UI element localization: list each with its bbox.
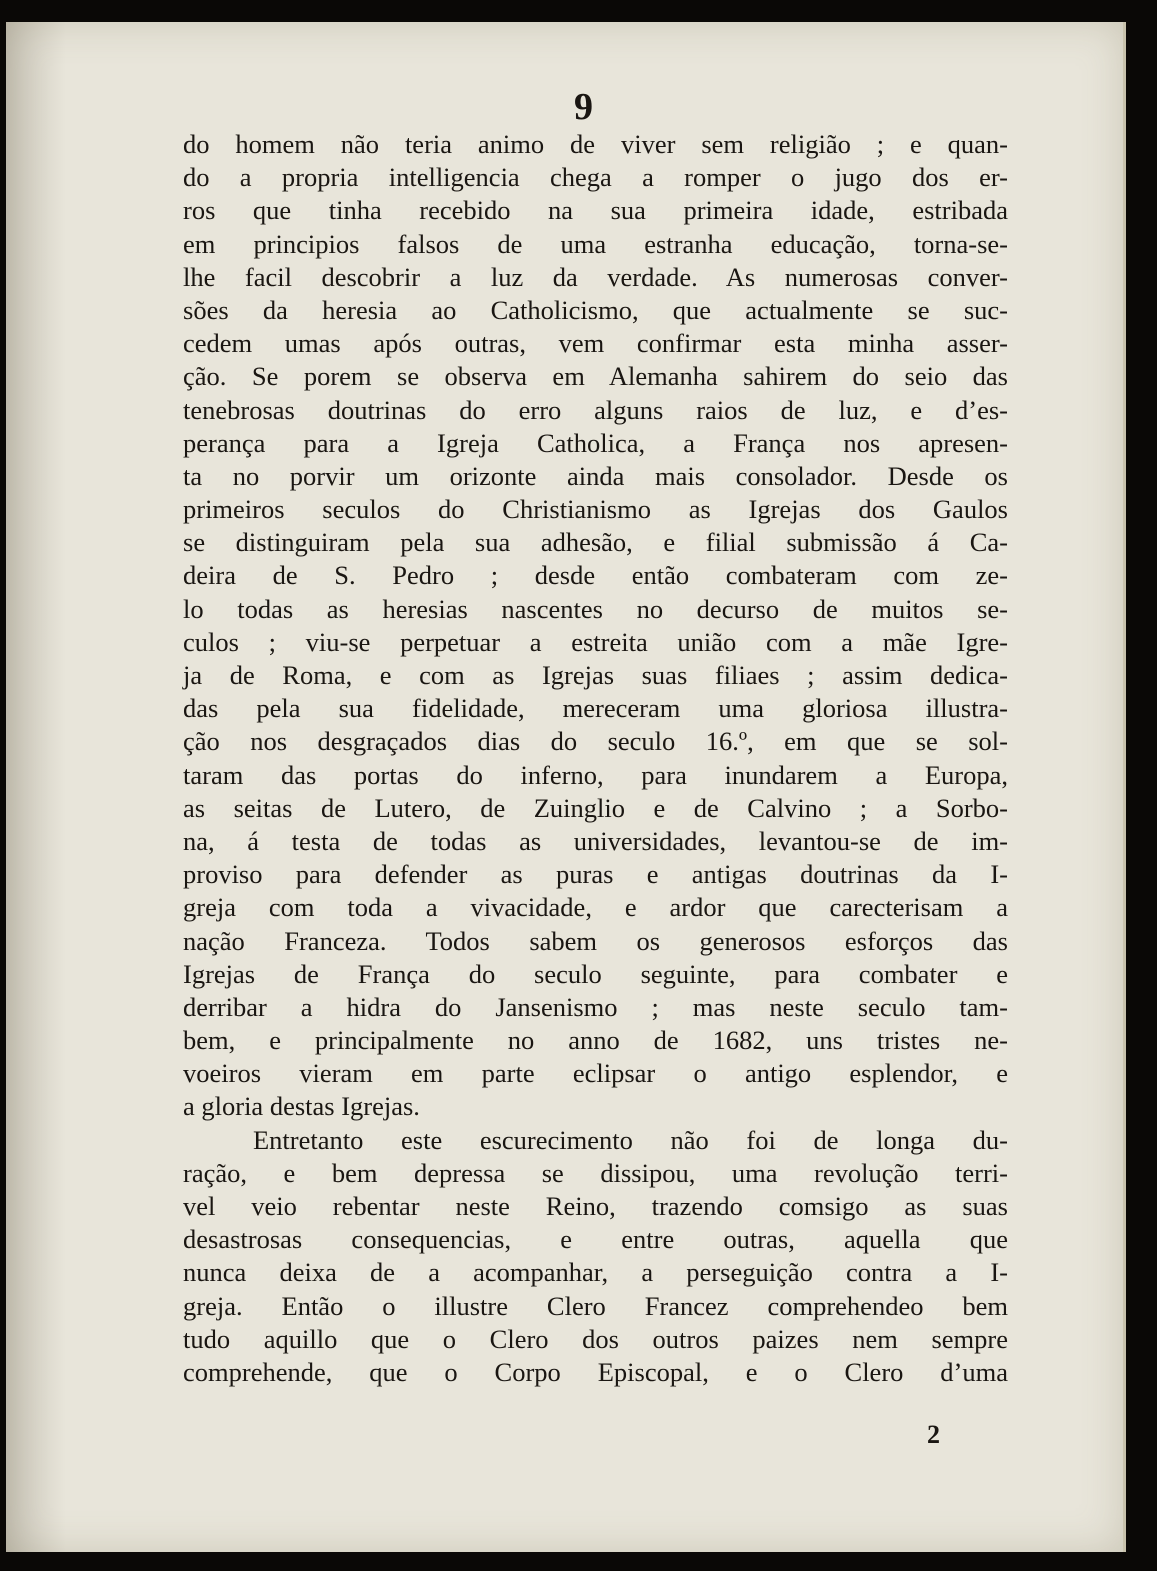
text-line: tenebrosas doutrinas do erro alguns raios de luz, e d’es-	[183, 394, 1008, 425]
text-line: Entretanto este escurecimento não foi de longa du-	[253, 1124, 1008, 1155]
text-line: sões da heresia ao Catholicismo, que actualmente se suc-	[183, 294, 1008, 325]
text-line: do a propria intelligencia chega a romper o jugo dos er-	[183, 162, 1008, 193]
text-line: culos ; viu-se perpetuar a estreita união com a mãe Igre-	[183, 626, 1008, 657]
text-line: Igrejas de França do seculo seguinte, para combater e	[183, 958, 1008, 989]
text-line: das pela sua fidelidade, mereceram uma gloriosa illustra-	[183, 693, 1008, 724]
signature-mark: 2	[927, 1420, 940, 1449]
text-line: desastrosas consequencias, e entre outras, aquella que	[183, 1224, 1008, 1255]
text-line: primeiros seculos do Christianismo as Igrejas dos Gaulos	[183, 494, 1008, 525]
text-line: voeiros vieram em parte eclipsar o antigo esplendor, e	[183, 1058, 1008, 1089]
page-binding-shadow	[6, 22, 66, 1552]
text-line: ração, e bem depressa se dissipou, uma revolução terri-	[183, 1157, 1008, 1188]
text-line: nunca deixa de a acompanhar, a perseguição contra a I-	[183, 1257, 1008, 1288]
text-line: se distinguiram pela sua adhesão, e filial submissão á Ca-	[183, 527, 1008, 558]
text-line: do homem não teria animo de viver sem religião ; e quan-	[183, 129, 1008, 159]
text-line: a gloria destas Igrejas.	[183, 1091, 420, 1122]
text-line: vel veio rebentar neste Reino, trazendo comsigo as suas	[183, 1191, 1008, 1221]
text-line: ção. Se porem se observa em Alemanha sahirem do seio das	[183, 361, 1008, 392]
text-line: tudo aquillo que o Clero dos outros paizes nem sempre	[183, 1323, 1008, 1354]
text-line: greja. Então o illustre Clero Francez comprehendeo bem	[183, 1290, 1008, 1321]
text-line: ção nos desgraçados dias do seculo 16.º, em que se sol-	[183, 726, 1008, 757]
text-line: na, á testa de todas as universidades, levantou-se de im-	[183, 825, 1008, 856]
text-line: taram das portas do inferno, para inundarem a Europa,	[183, 759, 1008, 790]
text-line: derribar a hidra do Jansenismo ; mas neste seculo tam-	[183, 991, 1008, 1022]
text-line: bem, e principalmente no anno de 1682, uns tristes ne-	[183, 1025, 1008, 1056]
text-line: cedem umas após outras, vem confirmar esta minha asser-	[183, 328, 1008, 359]
text-line: em principios falsos de uma estranha educação, torna-se-	[183, 228, 1008, 259]
text-line: ja de Roma, e com as Igrejas suas filiaes ; assim dedica-	[183, 660, 1008, 690]
text-line: comprehende, que o Corpo Episcopal, e o Clero d’uma	[183, 1356, 1008, 1387]
paragraph	[183, 1124, 1008, 1390]
text-line: proviso para defender as puras e antigas doutrinas da I-	[183, 859, 1008, 890]
text-line: lo todas as heresias nascentes no decurso de muitos se-	[183, 593, 1008, 624]
text-line: nação Franceza. Todos sabem os generosos esforços das	[183, 925, 1008, 956]
body-text	[183, 128, 1008, 1389]
paragraph	[183, 128, 1008, 1124]
text-line: lhe facil descobrir a luz da verdade. As numerosas conver-	[183, 261, 1008, 292]
text-line: deira de S. Pedro ; desde então combateram com ze-	[183, 560, 1008, 591]
text-line: ros que tinha recebido na sua primeira idade, estribada	[183, 195, 1008, 226]
text-line: ta no porvir um orizonte ainda mais consolador. Desde os	[183, 460, 1008, 491]
page-number: 9	[574, 86, 593, 128]
text-line: as seitas de Lutero, de Zuinglio e de Calvino ; a Sorbo-	[183, 792, 1008, 823]
text-line: greja com toda a vivacidade, e ardor que carecterisam a	[183, 892, 1008, 923]
text-line: perança para a Igreja Catholica, a França nos apresen-	[183, 427, 1008, 458]
